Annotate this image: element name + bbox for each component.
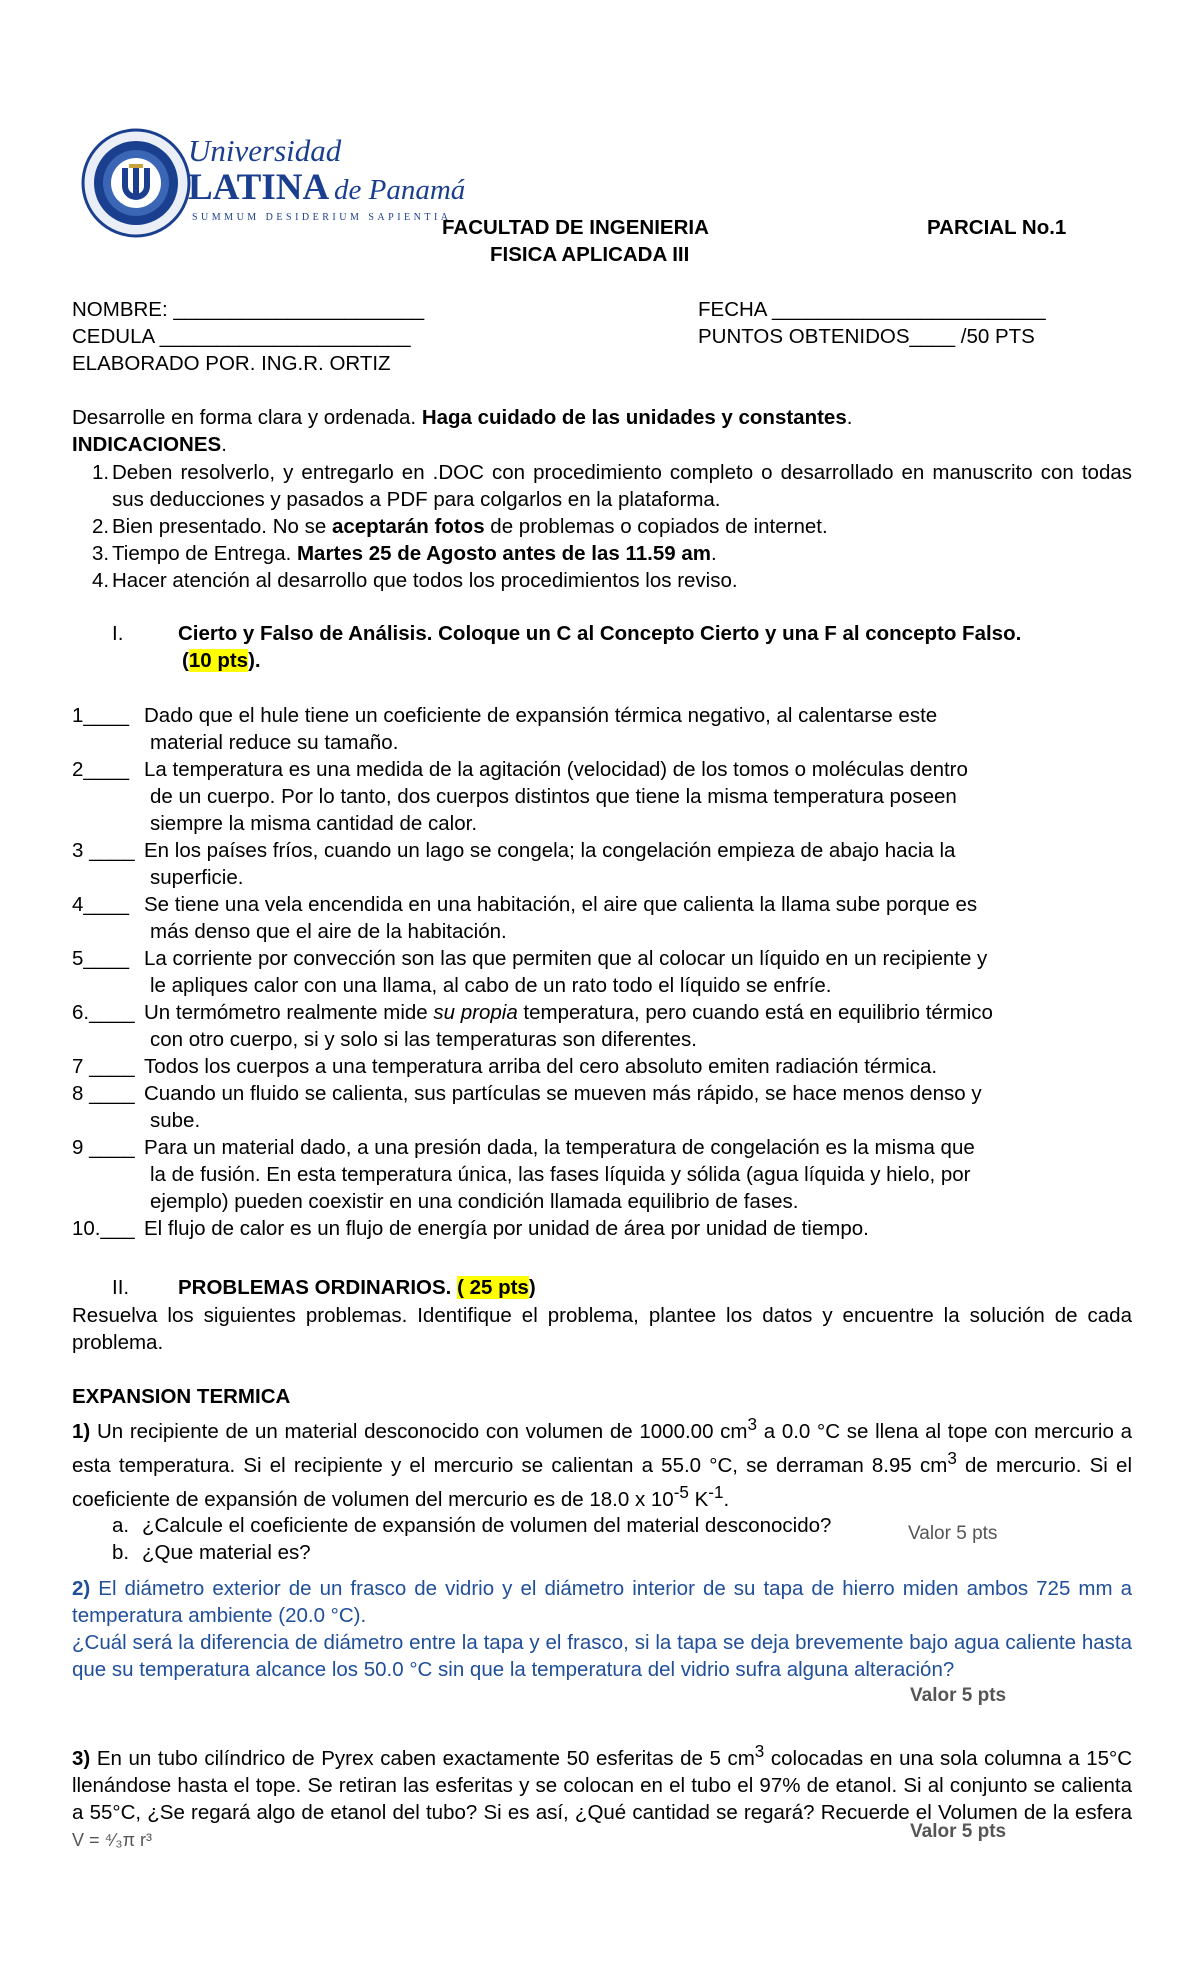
problem-2 [72,1575,1132,1683]
date-field[interactable]: FECHA ________________________ [698,298,1046,321]
problem-1-text: . [723,1487,730,1511]
sphere-volume-formula: V = ⁴⁄₃π r³ [72,1829,152,1850]
tf-item-1 [72,702,1142,756]
subquestion-label: b. [112,1541,130,1565]
instruction-item [72,540,1132,567]
tf-blank[interactable]: 10.___ [72,1217,135,1240]
indicaciones-end: . [221,433,227,456]
tf-text: Para un material dado, a una presión dada, la temperatura de congelación es la misma que [144,1136,975,1159]
tf-text: El flujo de calor es un flujo de energía por unidad de área por unidad de tiempo. [144,1217,869,1240]
tf-text-cont: material reduce su tamaño. [150,731,399,754]
tf-blank[interactable]: 5____ [72,947,130,970]
problem-1-text: de mercurio. Si el coeficiente de expansión de volumen del mercurio es de 18.0 x 10 [72,1453,1133,1511]
tf-text-cont: ejemplo) pueden coexistir en una condición llamada equilibrio de fases. [150,1190,799,1213]
instruction-text-end: de problemas o copiados de internet. [484,515,828,538]
tf-text-cont: la de fusión. En esta temperatura única, las fases líquida y sólida (agua líquida y hielo, por [150,1163,971,1186]
problem-2-question: ¿Cuál será la diferencia de diámetro entre la tapa y el frasco, si la tapa se deja brevemente bajo agua caliente hasta que su temperatura alcance los 50.0 °C sin que la temperatura del vidrio sufra alguna alteración? [72,1631,1132,1681]
name-field[interactable]: NOMBRE: ______________________ [72,298,425,321]
tf-text: Dado que el hule tiene un coeficiente de expansión térmica negativo, al calentarse este [144,704,938,727]
subquestion-text: ¿Que material es? [142,1541,311,1565]
instruction-number: 2. [92,515,110,538]
instruction-bold: aceptarán fotos [331,515,485,538]
tf-item-10 [72,1215,1142,1242]
section1-title: Cierto y Falso de Análisis. Coloque un C al Concepto Cierto y una F al concepto Falso. [178,622,1022,645]
tf-blank[interactable]: 9 ____ [72,1136,135,1159]
tf-text-italic: su propia [433,1001,518,1024]
section2-description: Resuelva los siguientes problemas. Identifique el problema, plantee los datos y encuentre la solución de cada problema. [72,1304,1132,1354]
problem-2-value: Valor 5 pts [910,1685,1007,1706]
problem-1-number: 1) [72,1419,91,1443]
tf-text-b: temperatura, pero cuando está en equilibrio térmico [517,1001,993,1024]
tf-item-2 [72,756,1142,837]
tf-text-cont: sube. [150,1109,201,1132]
subquestion-text: ¿Calcule el coeficiente de expansión de volumen del material desconocido? [142,1514,832,1538]
tf-text-cont: siempre la misma cantidad de calor. [150,812,478,835]
tf-text-a: Un termómetro realmente mide [144,1001,434,1024]
instruction-number: 4. [92,569,110,592]
tf-blank[interactable]: 3 ____ [72,839,135,862]
section2-points-close: ) [528,1276,536,1299]
exam-number: PARCIAL No.1 [927,216,1067,239]
section2-title-line [178,1275,536,1301]
tf-item-4 [72,891,1142,945]
problem-3-number: 3) [72,1746,91,1770]
tf-item-9 [72,1134,1142,1215]
problem-1-text: K [688,1487,709,1511]
expansion-heading: EXPANSION TERMICA [72,1385,291,1408]
tf-text-cont: más denso que el aire de la habitación. [150,920,507,943]
subquestion-label: a. [112,1514,130,1538]
indicaciones-label: INDICACIONES [72,433,222,456]
tf-text-cont: de un cuerpo. Por lo tanto, dos cuerpos distintos que tiene la misma temperatura poseen [150,785,957,808]
tf-item-3 [72,837,1142,891]
tf-text-cont: le apliques calor con una llama, al cabo de un rato todo el líquido se enfríe. [150,974,832,997]
instruction-bold: Martes 25 de Agosto antes de las 11.59 am [296,542,711,565]
problem-1-text: Un recipiente de un material desconocido con volumen de 1000.00 cm [90,1419,748,1443]
section1-points-open: ( [182,649,189,672]
section2-points: ( 25 pts [457,1276,529,1299]
university-logo [80,128,466,238]
faculty-title: FACULTAD DE INGENIERIA [442,216,709,239]
instruction-number: 1. [92,461,110,484]
tf-text: Cuando un fluido se calienta, sus partículas se mueven más rápido, se hace menos denso y [144,1082,982,1105]
problem-2-text: El diámetro exterior de un frasco de vidrio y el diámetro interior de su tapa de hierro miden ambos 725 mm a temperatura ambiente (20.0 °C). [72,1577,1132,1627]
course-title: FISICA APLICADA III [490,243,690,266]
points-field[interactable]: PUNTOS OBTENIDOS____ /50 PTS [698,325,1035,348]
tf-text: Todos los cuerpos a una temperatura arriba del cero absoluto emiten radiación térmica. [144,1055,938,1078]
superscript: -1 [708,1482,724,1502]
tf-item-8 [72,1080,1142,1134]
problem-2-number: 2) [72,1577,91,1600]
id-field[interactable]: CEDULA ______________________ [72,325,411,348]
superscript: 3 [947,1448,957,1468]
intro-plain: Desarrolle en forma clara y ordenada. [72,406,422,429]
instruction-item [72,459,1132,513]
tf-blank[interactable]: 1____ [72,704,130,727]
tf-text: La corriente por convección son las que permiten que al colocar un líquido en un recipiente y [144,947,988,970]
problem-3-value: Valor 5 pts [910,1821,1007,1842]
intro-bold: Haga cuidado de las unidades y constantes [421,406,847,429]
tf-item-7 [72,1053,1142,1080]
tf-text-cont: superficie. [150,866,244,889]
instruction-item [72,513,1132,540]
instructions-list [72,459,1132,594]
tf-text: Se tiene una vela encendida en una habitación, el aire que calienta la llama sube porque es [144,893,978,916]
problem-1-value: Valor 5 pts [908,1523,998,1544]
intro-line [72,405,852,431]
tf-blank[interactable]: 8 ____ [72,1082,135,1105]
tf-blank[interactable]: 4____ [72,893,130,916]
instruction-text: Bien presentado. No se [112,515,332,538]
logo-text-latina: LATINA [188,167,330,208]
superscript: 3 [747,1415,758,1434]
tf-text: La temperatura es una medida de la agitación (velocidad) de los tomos o moléculas dentro [144,758,968,781]
instruction-text: Tiempo de Entrega. [112,542,297,565]
true-false-list [72,702,1142,1242]
tf-item-5 [72,945,1142,999]
instruction-text: Hacer atención al desarrollo que todos los procedimientos los reviso. [112,569,738,592]
intro-end: . [846,406,853,429]
problem-3-text: En un tubo cilíndrico de Pyrex caben exactamente 50 esferitas de 5 cm [90,1746,755,1770]
instruction-text-end: . [710,542,717,565]
section2-roman: II. [112,1276,130,1299]
problem-3-text: colocadas en una sola columna a 15°C llenándose hasta el tope. Se retiran las esferitas y se colocan en el tubo el 97% de etanol. Si al conjunto se calienta a 55°C, ¿Se regará algo de etanol del tubo? Si es así, ¿Qué cantidad se regará? Recuerde el Volumen de la esfera [72,1746,1133,1824]
instruction-item [72,567,1132,594]
author-line: ELABORADO POR. ING.R. ORTIZ [72,352,391,375]
instruction-text: Deben resolverlo, y entregarlo en .DOC con procedimiento completo o desarrollado en manuscrito con todas sus deducciones y pasados a PDF para colgarlos en la plataforma. [112,461,1132,511]
superscript: -5 [673,1482,689,1502]
superscript: 3 [754,1742,765,1761]
section1-points-value: 10 pts [188,649,249,672]
tf-blank[interactable]: 7 ____ [72,1055,135,1078]
tf-item-6 [72,999,1142,1053]
tf-blank[interactable]: 2____ [72,758,130,781]
tf-text [144,999,1142,1026]
logo-text-panama: de Panamá [334,174,466,206]
instruction-number: 3. [92,542,110,565]
tf-blank[interactable]: 6.____ [72,1001,135,1024]
logo-text-universidad: Universidad [188,133,342,168]
problem-1-text: a 0.0 °C se llena al tope con mercurio a esta temperatura. Si el recipiente y el mercurio se calientan a 55.0 °C, se derraman 8.95 cm [72,1419,1133,1477]
tf-text-cont: con otro cuerpo, si y solo si las temperaturas son diferentes. [150,1028,697,1051]
section1-roman: I. [112,622,124,645]
indicaciones-heading [72,432,227,458]
section1-points-close: ). [248,649,261,672]
section1-points [182,648,261,674]
logo-motto: SUMMUM DESIDERIUM SAPIENTIA [192,212,452,223]
section2-title: PROBLEMAS ORDINARIOS. [178,1276,452,1299]
tf-text: En los países fríos, cuando un lago se congela; la congelación empieza de abajo hacia la [144,839,956,862]
